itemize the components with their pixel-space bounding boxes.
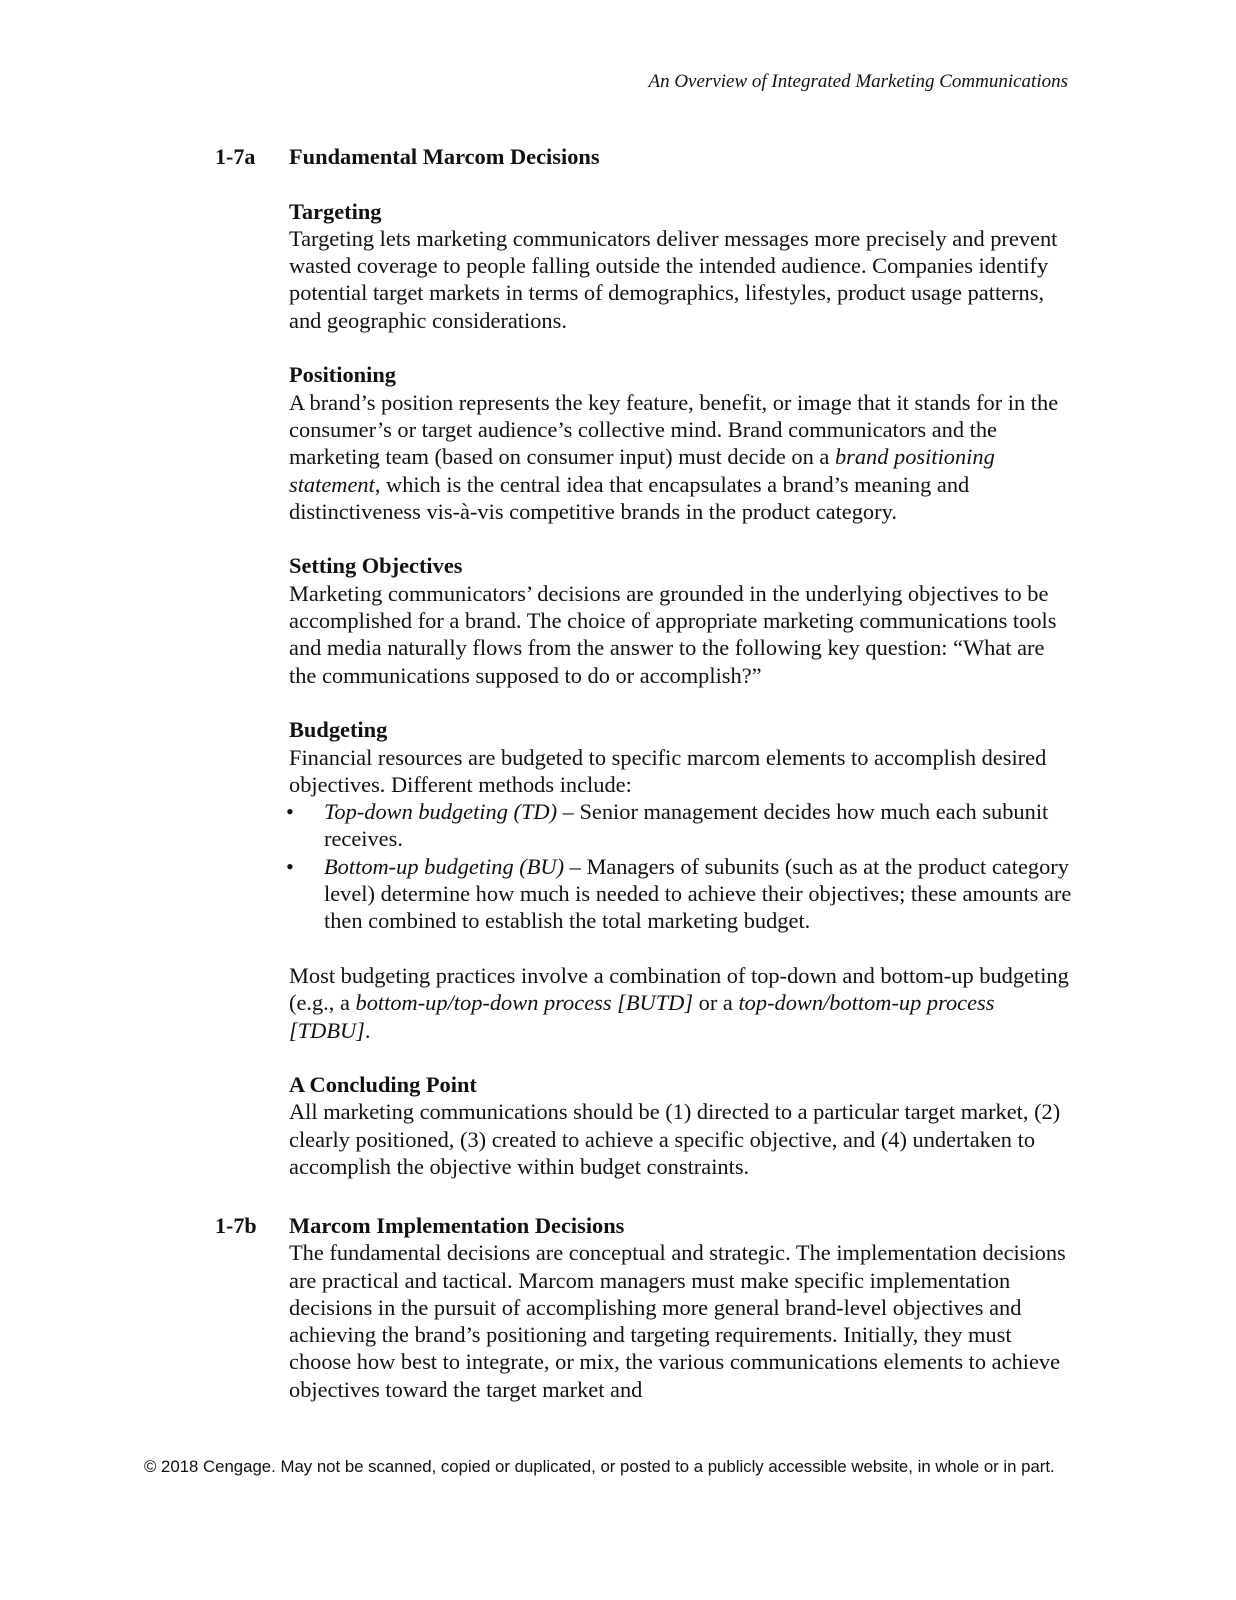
positioning-body-part1: A brand’s position represents the key feature, benefit, or image that it stands for in the consumer’s or target audience’s collective mind. Brand communicators and the marketing team (based on consumer input) must decide on a bbox=[289, 389, 1059, 470]
positioning-body-part2: , which is the central idea that encapsulates a brand’s meaning and distinctiveness vis-à-vis competitive brands in the product category. bbox=[289, 471, 970, 524]
butd-term: bottom-up/top-down process [BUTD] bbox=[355, 990, 694, 1016]
positioning-heading: Positioning bbox=[289, 362, 397, 388]
targeting-heading: Targeting bbox=[289, 198, 382, 224]
bullet-icon: • bbox=[286, 799, 294, 825]
targeting-body: Targeting lets marketing communicators deliver messages more precisely and prevent wasted coverage to people falling outside the intended audience. Companies identify potential target markets in terms of demographics, lifestyles, product usage patterns, and geographic considerations. bbox=[289, 225, 1058, 333]
budgeting-closing-part2: or a bbox=[693, 990, 739, 1016]
section-1-7a-content bbox=[286, 143, 1074, 1180]
conclusion-body: All marketing communications should be (1) directed to a particular target market, (2) clearly positioned, (3) created to achieve a specific objective, and (4) undertaken to accomplish the objective within budget constraints. bbox=[289, 1099, 1061, 1179]
objectives-heading: Setting Objectives bbox=[289, 553, 463, 579]
conclusion-heading: A Concluding Point bbox=[289, 1072, 477, 1098]
list-item bbox=[286, 853, 1074, 935]
section-title-1-7a: Fundamental Marcom Decisions bbox=[289, 144, 600, 169]
list-item bbox=[286, 798, 1074, 853]
budgeting-intro: Financial resources are budgeted to specific marcom elements to accomplish desired objectives. Different methods include: bbox=[289, 744, 1047, 797]
objectives-body: Marketing communicators’ decisions are grounded in the underlying objectives to be accomplished for a brand. The choice of appropriate marketing communications tools and media naturally flows from the answer to the following key question: “What are the communications supposed to do or accomplish?” bbox=[289, 580, 1057, 688]
implementation-body: The fundamental decisions are conceptual and strategic. The implementation decisions are practical and tactical. Marcom managers must make specific implementation decisions in the pursuit of accomplishing more general brand-level objectives and achieving the brand’s positioning and targeting requirements. Initially, they must choose how best to integrate, or mix, the various communications elements to achieve objectives toward the target market and bbox=[289, 1240, 1066, 1402]
budgeting-closing bbox=[289, 962, 1074, 1044]
budgeting-closing-part1: Most budgeting practices involve a combination of top-down and bottom-up budgeting (e.g., a bbox=[289, 962, 1069, 1016]
positioning-term: brand positioning statement bbox=[289, 444, 995, 497]
bullet-icon: • bbox=[286, 853, 294, 879]
budget-method-term: Top-down budgeting (TD) bbox=[324, 799, 558, 825]
positioning-body bbox=[289, 389, 1074, 525]
budgeting-closing-part3: . bbox=[364, 1017, 371, 1043]
budgeting-methods-list bbox=[286, 798, 1074, 934]
section-number-1-7b: 1-7b bbox=[215, 1213, 257, 1238]
section-number-1-7a: 1-7a bbox=[215, 144, 256, 169]
section-1-7b-content bbox=[289, 1212, 1074, 1403]
budget-method-text: – Managers of subunits (such as at the product category level) determine how much is needed to achieve their objectives; these amounts are then combined to establish the total marketing budget. bbox=[324, 853, 1072, 934]
budget-method-text: – Senior management decides how much each subunit receives. bbox=[324, 799, 1049, 852]
section-title-1-7b: Marcom Implementation Decisions bbox=[289, 1213, 625, 1238]
budgeting-heading: Budgeting bbox=[289, 717, 388, 743]
tdbu-term: top-down/bottom-up process [TDBU] bbox=[289, 990, 995, 1043]
running-header: An Overview of Integrated Marketing Communications bbox=[648, 71, 1068, 92]
budget-method-term: Bottom-up budgeting (BU) bbox=[324, 853, 565, 879]
copyright-footer: © 2018 Cengage. May not be scanned, copied or duplicated, or posted to a publicly accessible website, in whole or in part. bbox=[144, 1457, 1055, 1476]
